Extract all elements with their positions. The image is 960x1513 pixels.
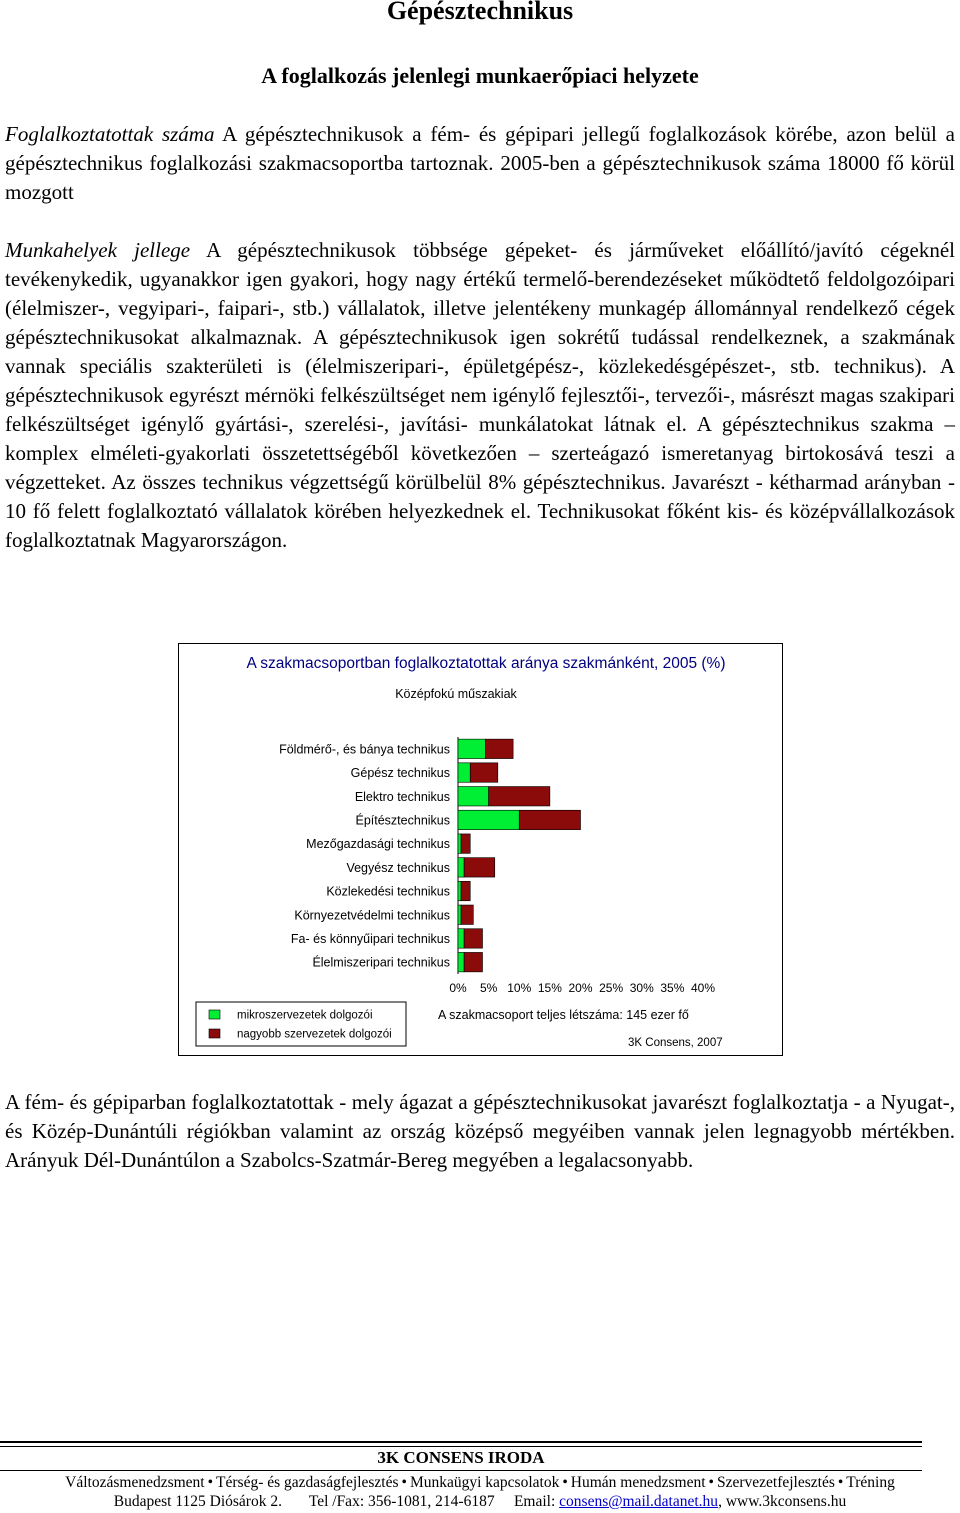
x-tick-label: 40% [690, 981, 716, 995]
bar-segment [458, 787, 489, 806]
paragraph-text: A fém- és gépiparban foglalkoztatottak - mely ágazat a gépésztechnikusokat javarészt foglalkoztatja - a Nyugat-, és Közép-Dunántúli régiókban valamint az ország középső megyéiben vannak jelen legnagyobb mértékben. Arányuk Dél-Dunántúlon a Szabolcs-Szatmár-Bereg megyében a legalacsonyabb. [5, 1090, 955, 1172]
bar-segment [461, 834, 470, 853]
bar-segment [461, 905, 473, 924]
bullet-icon: • [401, 1474, 407, 1491]
category-label: Vegyész technikus [346, 860, 450, 875]
legend-swatch [209, 1029, 220, 1038]
category-label: Fa- és könnyűipari technikus [290, 931, 450, 946]
bar-segment [464, 858, 495, 877]
bar-segment [458, 834, 461, 853]
chart-source: 3K Consens, 2007 [628, 1037, 723, 1049]
bar-segment [458, 739, 486, 758]
footer-service: Szervezetfejlesztés [716, 1474, 835, 1491]
bar-segment [464, 952, 482, 971]
section-subtitle: A foglalkozás jelenlegi munkaerőpiaci helyzete [261, 63, 699, 88]
bullet-icon: • [708, 1474, 714, 1491]
paragraph-text: A gépésztechnikusok a fém- és gépipari jellegű foglalkozások körébe, azon belül a gépésztechnikus foglalkozási szakmacsoportba tartoznak. 2005-ben a gépésztechnikusok száma 18000 fő körül mozgott [5, 122, 955, 204]
paragraph-employment-count [5, 120, 955, 207]
x-tick-label: 25% [599, 981, 624, 995]
footer-company-name: 3K CONSENS IRODA [377, 1448, 545, 1467]
footer-email-link[interactable]: consens@mail.datanet.hu [559, 1493, 719, 1510]
bullet-icon: • [562, 1474, 568, 1491]
bar-segment [470, 763, 498, 782]
legend-label: nagyobb szervezetek dolgozói [237, 1028, 392, 1041]
paragraph-regional-distribution [5, 1088, 955, 1175]
legend-swatch [209, 1010, 220, 1019]
bar-segment [458, 952, 464, 971]
paragraph-text: A gépésztechnikusok többsége gépeket- és járműveket előállító/javító cégeknél tevékenykedik, ugyanakkor igen gyakori, hogy nagy értékű termelő-berendezéseket működtető feldolgozóipari (élelmiszer-, vegyipari-, faipari-, stb.) vállalatok, illetve jelentékeny munkagép állománnyal rendelkező cégek gépésztechnikusokat alkalmaznak. A gépésztechnikusok igen sokrétű tudással rendelkeznek, a szakmának vannak speciális szakterületi is (élelmiszeripari-, épületgépész-, közlekedésgépészet-, stb. technikus). A gépésztechnikusok egyrészt mérnöki felkészültséget nem igénylő fejlesztői-, tervezői-, másrészt magas szakipari felkészültséget igénylő gyártási-, szerelési-, javítási- munkálatokat látnak el. A gépésztechnikus szakma – komplex elméleti-gyakorlati összetettségéből következően – szerteágazó ismeretanyag birtokosává teszi a végzetteket. Az összes technikus végzettségű körülbelül 8% gépésztechnikus. Javarészt - kétharmad arányban - 10 fő felett foglalkoztató vállalatok körében helyezkednek el. Technikusokat főként kis- és középvállalkozások foglalkoztatnak Magyarországon. [5, 238, 955, 552]
bar-segment [486, 739, 514, 758]
footer-email-label: Email: [513, 1493, 556, 1510]
bar-segment [464, 929, 482, 948]
category-label: Élelmiszeripari technikus [312, 955, 450, 970]
footer-service: Változásmenedzsment [65, 1474, 205, 1491]
footer-divider [0, 1441, 922, 1443]
footer-phone: Tel /Fax: 356-1081, 214-6187 [308, 1493, 495, 1510]
bar-segment [458, 763, 470, 782]
bar-segment [458, 858, 464, 877]
x-tick-label: 20% [568, 981, 593, 995]
bullet-icon: • [837, 1474, 844, 1491]
footer-service: Munkaügyi kapcsolatok [409, 1474, 560, 1491]
footer-address: Budapest 1125 Diósárok 2. [113, 1493, 282, 1510]
chart-title: A szakmacsoportban foglalkoztatottak aránya szakmánként, 2005 (%) [246, 655, 726, 672]
category-label: Földmérő-, és bánya technikus [279, 742, 450, 757]
footer-contact [0, 1493, 960, 1511]
paragraph-lead: Foglalkoztatottak száma [5, 122, 215, 146]
footer-divider [0, 1470, 922, 1471]
category-label: Gépész technikus [350, 766, 450, 781]
chart-note: A szakmacsoport teljes létszáma: 145 ezer fő [438, 1008, 689, 1022]
bar-segment [458, 905, 461, 924]
bullet-icon: • [207, 1474, 214, 1491]
bar-segment [461, 881, 470, 900]
bar-segment [458, 929, 464, 948]
x-tick-label: 30% [629, 981, 654, 995]
chart-canvas [179, 644, 782, 1055]
category-label: Elektro technikus [354, 789, 450, 804]
bar-segment [458, 881, 461, 900]
footer-service: Térség- és gazdaságfejlesztés [216, 1474, 399, 1491]
legend-label: mikroszervezetek dolgozói [237, 1009, 373, 1022]
footer-services [0, 1474, 960, 1492]
footer-service: Humán menedzsment [570, 1474, 706, 1491]
footer-divider [0, 1446, 922, 1447]
category-label: Mezőgazdasági technikus [306, 837, 450, 852]
page-title: Gépésztechnikus [386, 0, 574, 25]
employment-ratio-chart [178, 643, 783, 1056]
footer-website[interactable]: , www.3kconsens.hu [718, 1493, 847, 1510]
bar-segment [489, 787, 550, 806]
category-label: Környezetvédelmi technikus [294, 908, 450, 923]
bar-segment [519, 810, 580, 829]
paragraph-lead: Munkahelyek jellege [5, 238, 191, 262]
footer-service: Tréning [846, 1474, 895, 1491]
chart-subtitle: Középfokú műszakiak [395, 687, 517, 701]
x-tick-label: 15% [537, 981, 562, 995]
x-tick-label: 35% [660, 981, 685, 995]
bar-segment [458, 810, 519, 829]
paragraph-workplace-nature [5, 236, 955, 555]
x-tick-label: 5% [479, 981, 498, 995]
x-tick-label: 0% [449, 981, 467, 995]
category-label: Közlekedési technikus [326, 884, 450, 899]
x-tick-label: 10% [507, 981, 532, 995]
category-label: Építésztechnikus [355, 813, 450, 828]
